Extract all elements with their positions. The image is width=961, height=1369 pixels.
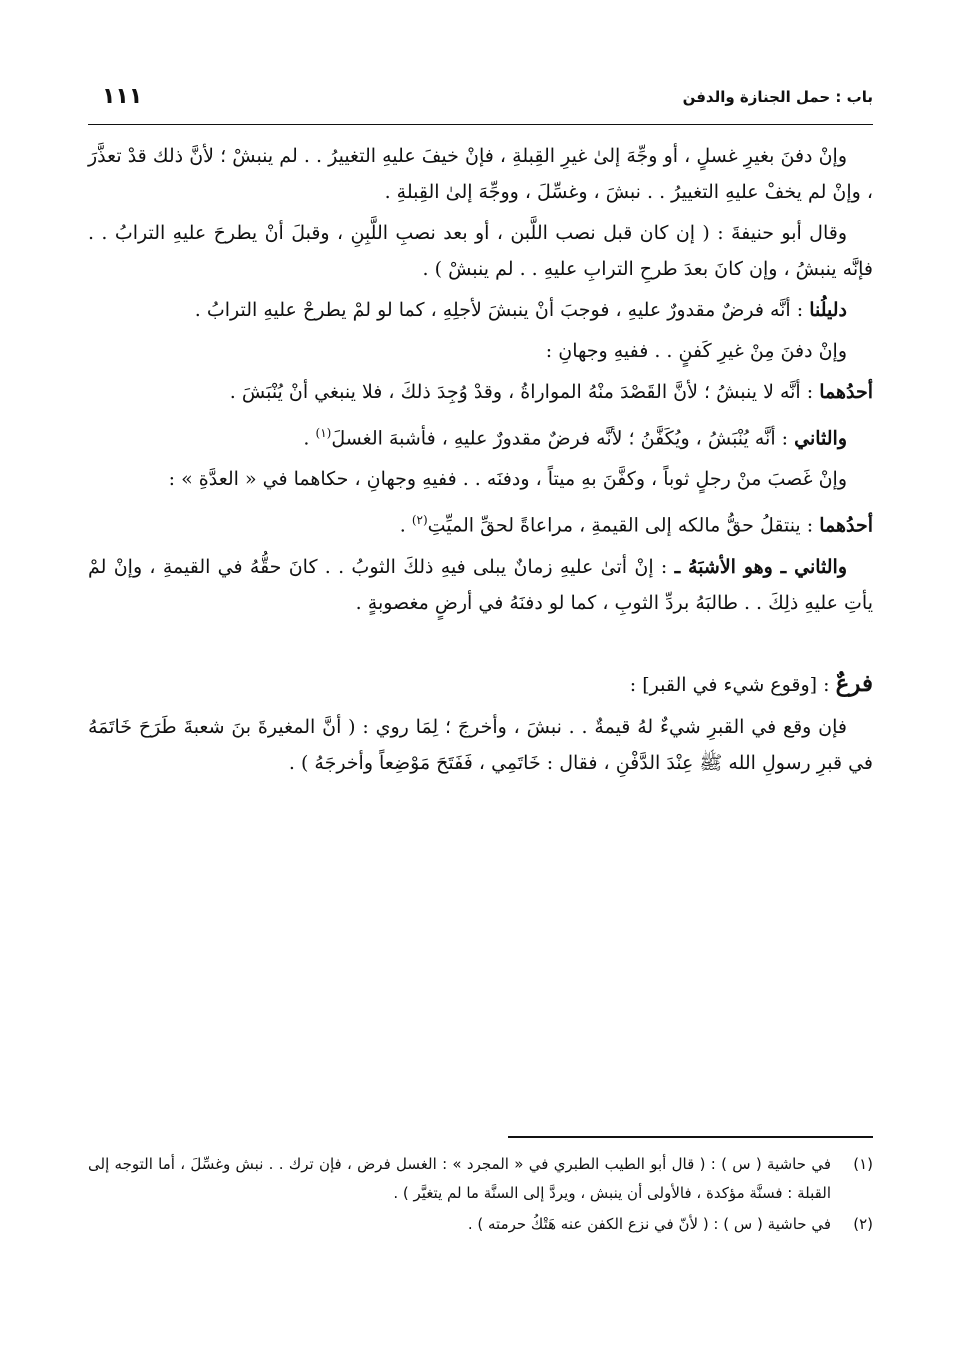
section-gap [88, 626, 873, 666]
paragraph [88, 415, 873, 456]
paragraph-text: : إنْ أتىٰ عليهِ زمانٌ يبلى فيهِ ذلكَ الثوبُ . . كانَ حقُّهُ في القيمةِ ، وإنْ لمْ يأتِ عليهِ ذلِكَ . . طالبَهُ بردِّ الثوبِ ، كما لو دفنَهُ في أرضٍ مغصوبةٍ . [88, 555, 873, 614]
paragraph [88, 549, 873, 621]
paragraph-text: وإنْ دفنَ مِنْ غيرِ كَفنٍ . . ففيهِ وجهانِ : [545, 340, 847, 362]
branch-title: : [وقوع شيء في القبر] : [629, 673, 836, 696]
paragraph-text: : أنَّه يُنْبَشُ ، ويُكَفَّنُ ؛ لأنَّه فرضٌ مقدورٌ عليهِ ، فأشبهَ الغسلَ [331, 427, 795, 450]
footnote-rule [508, 1136, 873, 1138]
paragraph-text: فإن وقع في القبرِ شيءٌ لهُ قيمةٌ . . نبشَ ، وأخرجَ ؛ لِمَا روي : ( أنَّ المغيرةَ بنَ شعبةَ طَرَحَ خَاتَمَهُ في قبرِ رسولِ الله ﷺ عِنْدَ الدَّفْنِ ، فقال : خَاتَمِي ، فَفَتَحَ مَوْضِعاً وأخرجَهُ ) . [88, 715, 873, 774]
footnote [88, 1210, 873, 1239]
paragraph-lead: دليلُنا [809, 299, 847, 321]
paragraph-text: : ينتقلُ حقُّ مالكه إلى القيمةِ ، مراعاةً لحقِّ الميِّتِ [427, 514, 820, 537]
paragraph-text: وقال أبو حنيفةَ : ( إن كان قبل نصب اللَّبن ، أو بعد نصبِ اللَّبِنِ ، وقبلَ أنْ يطرحَ عليهِ الترابُ . . فإنَّه ينبشُ ، وإن كانَ بعدَ طرحِ الترابِ عليهِ . . لم ينبشْ ) . [88, 222, 873, 280]
running-title: باب : حمل الجنازة والدفن [682, 88, 873, 106]
paragraph-text: وإنْ غَصبَ منْ رجلٍ ثوباً ، وكفَّنَ بهِ ميتاً ، ودفنَه . . ففيهِ وجهانِ ، حكاهما في « العدَّةِ » : [168, 468, 847, 491]
header-rule [88, 124, 873, 125]
footnote-ref: (١) [315, 426, 332, 440]
paragraph-end: . [303, 427, 316, 450]
branch-heading [88, 666, 873, 703]
paragraph-end: . [399, 514, 412, 537]
paragraph [88, 215, 873, 287]
paragraph [88, 709, 873, 781]
paragraph [88, 374, 873, 410]
paragraph-lead: والثاني ـ وهو الأشبَهُ ـ [674, 555, 847, 578]
footnote-ref: (٢) [411, 513, 428, 528]
branch-label: فرعٌ [835, 669, 873, 697]
footnote-text: في حاشية ( س ) : ( قال أبو الطيب الطبري في « المجرد » : الغسل فرض ، فإن ترك . . نبش وغسِّلَ ، أما التوجه إلى القبلة : فسنَّة مؤكدة ، فالأولى أن ينبش ، ويردَّ إلى السنَّة ما لم يتغيَّر ) . [88, 1155, 831, 1202]
paragraph [88, 333, 873, 369]
footnote-number: (١) [853, 1155, 873, 1173]
paragraph-text: : أنَّه فرضٌ مقدورٌ عليهِ ، فوجبَ أنْ ينبشَ لأجلِهِ ، كما لو لمْ يطرحْ عليهِ الترابُ . [194, 299, 810, 321]
paragraph-text: وإنْ دفنَ بغيرِ غسلٍ ، أو وجِّهَ إلىٰ غيرِ القِبلةِ ، فإنْ خيفَ عليهِ التغييرُ . . لم ينبشْ ؛ لأنَّ ذلك قدْ تعذَّرَ ، وإنْ لم يخفْ عليهِ التغييرُ . . نبشَ ، وغسِّلَ ، ووجِّهَ إلىٰ القِبلةِ . [88, 145, 873, 203]
paragraph [88, 502, 873, 543]
paragraph-text: : أنَّه لا ينبشُ ؛ لأنَّ القَصْدَ منْهُ المواراةُ ، وقدْ وُجِدَ ذلكَ ، فلا ينبغي أنْ يُنْبَشَ . [229, 381, 820, 403]
footnotes [88, 1150, 873, 1241]
paragraph-lead: والثاني [794, 427, 847, 450]
paragraph [88, 292, 873, 328]
paragraph [88, 138, 873, 210]
page-number: ١١١ [102, 84, 143, 109]
paragraph [88, 461, 873, 497]
paragraph-lead: أحدُهما [819, 381, 873, 403]
page-header [88, 82, 873, 116]
footnote-text: في حاشية ( س ) : ( لأنّ في نزع الكفن عنه هَتْكُ حرمته ) . [467, 1215, 831, 1233]
paragraph-lead: أحدُهما [819, 514, 873, 537]
footnote-number: (٢) [853, 1215, 873, 1233]
main-text [88, 138, 873, 786]
footnote [88, 1150, 873, 1208]
